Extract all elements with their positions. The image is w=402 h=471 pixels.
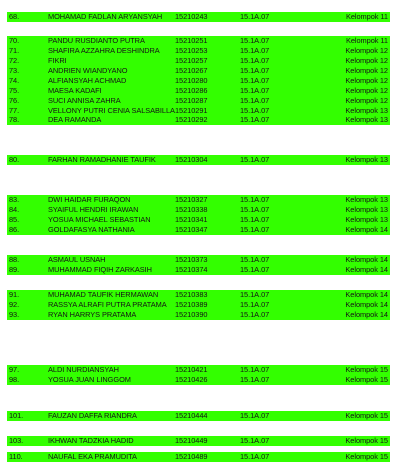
student-name: SYAIFUL HENDRI IRAWAN: [48, 205, 139, 214]
student-name: IKHWAN TADZKIA HADID: [48, 436, 134, 445]
student-name: GOLDAFASYA NATHANIA: [48, 225, 135, 234]
student-name: RYAN HARRYS PRATAMA: [48, 310, 137, 319]
class-code: 15.1A.07: [240, 375, 270, 384]
group-label: Kelompok 14: [345, 300, 388, 309]
student-id: 15210489: [175, 452, 208, 461]
row-number: 72.: [9, 56, 20, 65]
class-code: 15.1A.07: [240, 66, 270, 75]
row-number: 91.: [9, 290, 20, 299]
row-number: 98.: [9, 375, 20, 384]
class-code: 15.1A.07: [240, 195, 270, 204]
group-label: Kelompok 13: [345, 115, 388, 124]
group-label: Kelompok 12: [345, 46, 388, 55]
row-number: 76.: [9, 96, 20, 105]
student-name: PANDU RUSDIANTO PUTRA: [48, 36, 145, 45]
student-id: 15210257: [175, 56, 208, 65]
class-code: 15.1A.07: [240, 436, 270, 445]
group-label: Kelompok 13: [345, 215, 388, 224]
class-code: 15.1A.07: [240, 115, 270, 124]
class-code: 15.1A.07: [240, 106, 270, 115]
class-code: 15.1A.07: [240, 46, 270, 55]
student-name: MOHAMAD FADLAN ARYANSYAH: [48, 12, 163, 21]
row-number: 86.: [9, 225, 20, 234]
row-number: 101.: [9, 411, 24, 420]
class-code: 15.1A.07: [240, 36, 270, 45]
student-name: FARHAN RAMADHANIE TAUFIK: [48, 155, 156, 164]
student-id: 15210449: [175, 436, 208, 445]
row-number: 93.: [9, 310, 20, 319]
table-row: [7, 195, 390, 205]
class-code: 15.1A.07: [240, 12, 270, 21]
table-row: [7, 255, 390, 265]
group-label: Kelompok 13: [345, 106, 388, 115]
table-row: [7, 36, 390, 46]
student-name: FAUZAN DAFFA RIANDRA: [48, 411, 137, 420]
table-row: [7, 452, 390, 462]
class-code: 15.1A.07: [240, 290, 270, 299]
student-name: DWI HAIDAR FURAQON: [48, 195, 131, 204]
group-label: Kelompok 12: [345, 66, 388, 75]
student-id: 15210251: [175, 36, 208, 45]
table-row: [7, 215, 390, 225]
student-name: MUHAMMAD FIQIH ZARKASIH: [48, 265, 152, 274]
table-row: [7, 411, 390, 421]
table-row: [7, 12, 390, 22]
student-id: 15210291: [175, 106, 208, 115]
row-number: 75.: [9, 86, 20, 95]
student-id: 15210347: [175, 225, 208, 234]
table-row: [7, 205, 390, 215]
group-label: Kelompok 15: [345, 375, 388, 384]
student-id: 15210426: [175, 375, 208, 384]
row-number: 70.: [9, 36, 20, 45]
group-label: Kelompok 13: [345, 155, 388, 164]
class-code: 15.1A.07: [240, 411, 270, 420]
row-number: 68.: [9, 12, 20, 21]
student-name: MAESA KADAFI: [48, 86, 102, 95]
student-name: MUHAMAD TAUFIK HERMAWAN: [48, 290, 159, 299]
group-label: Kelompok 14: [345, 255, 388, 264]
table-row: [7, 436, 390, 446]
row-number: 97.: [9, 365, 20, 374]
student-id: 15210267: [175, 66, 208, 75]
table-row: [7, 56, 390, 66]
group-label: Kelompok 15: [345, 452, 388, 461]
student-name: SHAFIRA AZZAHRA DESHINDRA: [48, 46, 160, 55]
row-number: 110.: [9, 452, 23, 461]
group-label: Kelompok 15: [345, 436, 388, 445]
row-number: 78.: [9, 115, 20, 124]
class-code: 15.1A.07: [240, 265, 270, 274]
table-row: [7, 375, 390, 385]
class-code: 15.1A.07: [240, 255, 270, 264]
group-label: Kelompok 14: [345, 310, 388, 319]
student-id: 15210341: [175, 215, 208, 224]
student-id: 15210373: [175, 255, 208, 264]
student-name: SUCI ANNISA ZAHRA: [48, 96, 121, 105]
row-number: 92.: [9, 300, 20, 309]
student-id: 15210280: [175, 76, 208, 85]
class-code: 15.1A.07: [240, 56, 270, 65]
table-row: [7, 115, 390, 125]
group-label: Kelompok 11: [345, 12, 388, 21]
row-number: 88.: [9, 255, 20, 264]
student-name: DEA RAMANDA: [48, 115, 102, 124]
table-row: [7, 300, 390, 310]
student-name: YOSUA MICHAEL SEBASTIAN: [48, 215, 151, 224]
group-label: Kelompok 13: [345, 205, 388, 214]
student-id: 15210287: [175, 96, 208, 105]
class-code: 15.1A.07: [240, 155, 270, 164]
class-code: 15.1A.07: [240, 215, 270, 224]
table-row: [7, 66, 390, 76]
row-number: 83.: [9, 195, 20, 204]
row-number: 89.: [9, 265, 20, 274]
group-label: Kelompok 14: [345, 265, 388, 274]
student-name: FIKRI: [48, 56, 67, 65]
student-name: RASSYA ALRAFI PUTRA PRATAMA: [48, 300, 167, 309]
class-code: 15.1A.07: [240, 96, 270, 105]
class-code: 15.1A.07: [240, 452, 270, 461]
group-label: Kelompok 12: [345, 86, 388, 95]
student-name: YOSUA JUAN LINGGOM: [48, 375, 131, 384]
group-label: Kelompok 12: [345, 76, 388, 85]
student-id: 15210243: [175, 12, 208, 21]
group-label: Kelompok 12: [345, 96, 388, 105]
student-id: 15210253: [175, 46, 208, 55]
student-id: 15210327: [175, 195, 208, 204]
student-name: VELLONY PUTRI CENIA SALSABILLA: [48, 106, 175, 115]
table-row: [7, 265, 390, 275]
row-number: 73.: [9, 66, 20, 75]
group-label: Kelompok 14: [345, 290, 388, 299]
student-id: 15210304: [175, 155, 208, 164]
class-code: 15.1A.07: [240, 205, 270, 214]
group-label: Kelompok 11: [345, 36, 388, 45]
class-code: 15.1A.07: [240, 300, 270, 309]
table-row: [7, 365, 390, 375]
group-label: Kelompok 15: [345, 365, 388, 374]
class-code: 15.1A.07: [240, 76, 270, 85]
student-id: 15210374: [175, 265, 208, 274]
row-number: 103.: [9, 436, 24, 445]
student-id: 15210286: [175, 86, 208, 95]
row-number: 77.: [9, 106, 20, 115]
student-id: 15210338: [175, 205, 208, 214]
table-row: [7, 290, 390, 300]
row-number: 85.: [9, 215, 20, 224]
row-number: 84.: [9, 205, 20, 214]
table-row: [7, 310, 390, 320]
row-number: 74.: [9, 76, 20, 85]
student-id: 15210444: [175, 411, 208, 420]
table-row: [7, 46, 390, 56]
student-id: 15210421: [175, 365, 208, 374]
student-name: ANDRIEN WIANDYANO: [48, 66, 128, 75]
student-id: 15210292: [175, 115, 208, 124]
group-label: Kelompok 12: [345, 56, 388, 65]
student-name: ASMAUL USNAH: [48, 255, 106, 264]
table-row: [7, 96, 390, 106]
class-code: 15.1A.07: [240, 86, 270, 95]
table-row: [7, 155, 390, 165]
group-label: Kelompok 14: [345, 225, 388, 234]
student-id: 15210383: [175, 290, 208, 299]
row-number: 80.: [9, 155, 20, 164]
class-code: 15.1A.07: [240, 310, 270, 319]
student-name: ALFIANSYAH ACHMAD: [48, 76, 127, 85]
student-name: ALDI NURDIANSYAH: [48, 365, 119, 374]
class-code: 15.1A.07: [240, 225, 270, 234]
row-number: 71.: [9, 46, 20, 55]
table-row: [7, 76, 390, 86]
class-code: 15.1A.07: [240, 365, 270, 374]
group-label: Kelompok 13: [345, 195, 388, 204]
student-id: 15210389: [175, 300, 208, 309]
table-row: [7, 225, 390, 235]
student-name: NAUFAL EKA PRAMUDITA: [48, 452, 137, 461]
group-label: Kelompok 15: [345, 411, 388, 420]
table-row: [7, 86, 390, 96]
student-id: 15210390: [175, 310, 208, 319]
